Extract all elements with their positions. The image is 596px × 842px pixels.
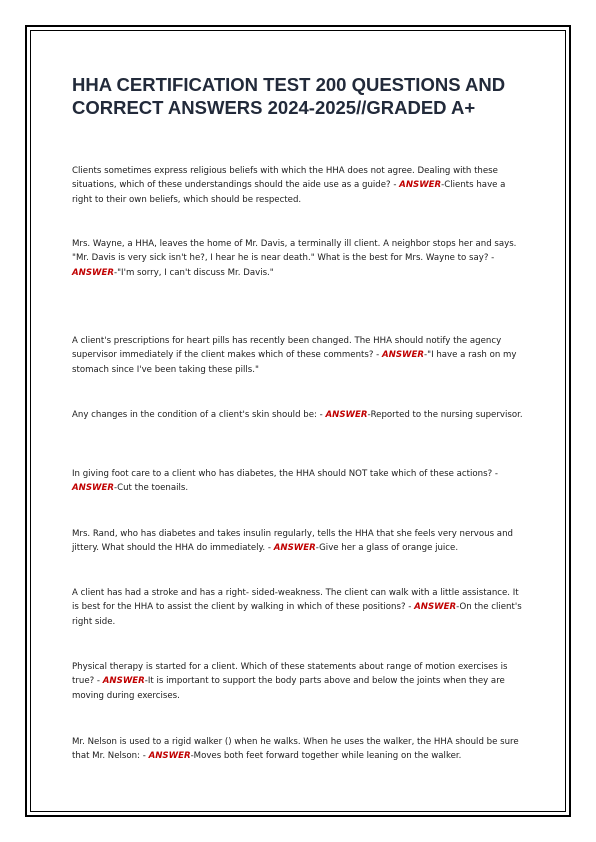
question-text: Mr. Nelson is used to a rigid walker () when he walks. When he uses the walker, the HHA should be sure that Mr. Nelson: bbox=[72, 737, 519, 762]
qa-item bbox=[72, 467, 524, 496]
qa-item bbox=[72, 527, 524, 556]
answer-text: -"I'm sorry, I can't discuss Mr. Davis." bbox=[114, 267, 274, 278]
qa-item bbox=[72, 660, 524, 703]
separator: - bbox=[140, 751, 149, 762]
qa-item bbox=[72, 586, 524, 629]
answer-text: -"I have a rash on my stomach since I've been taking these pills." bbox=[72, 350, 517, 375]
answer-label: ANSWER bbox=[72, 483, 114, 494]
answer-label: ANSWER bbox=[414, 602, 457, 613]
question-text: In giving foot care to a client who has diabetes, the HHA should NOT take which of these actions? bbox=[72, 469, 493, 479]
question-text: Mrs. Rand, who has diabetes and takes insulin regularly, tells the HHA that she feels very nervous and jittery. What should the HHA do immediately. bbox=[72, 529, 513, 554]
qa-item bbox=[72, 334, 524, 377]
answer-text: -Cut the toenails. bbox=[114, 483, 189, 494]
question-text: Mrs. Wayne, a HHA, leaves the home of Mr. Davis, a terminally ill client. A neighbor stops her and says. "Mr. Davis is very sick isn't he?, I hear he is near death." What is the best for Mrs. Wayne to say? bbox=[72, 239, 517, 264]
separator: - bbox=[390, 180, 400, 191]
answer-label: ANSWER bbox=[102, 676, 145, 687]
question-text: Any changes in the condition of a client's skin should be: bbox=[72, 410, 317, 420]
answer-text: -On the client's right side. bbox=[72, 602, 522, 627]
answer-label: ANSWER bbox=[382, 350, 425, 361]
qa-item bbox=[72, 237, 524, 280]
separator: - bbox=[492, 469, 498, 479]
separator: - bbox=[373, 350, 383, 361]
answer-label: ANSWER bbox=[273, 543, 316, 554]
answer-text: -Moves both feet forward together while leaning on the walker. bbox=[190, 751, 462, 762]
question-text: Clients sometimes express religious beliefs with which the HHA does not agree. Dealing with these situations, which of these understandings should the aide use as a guide? bbox=[72, 166, 498, 191]
document-title: HHA CERTIFICATION TEST 200 QUESTIONS AND CORRECT ANSWERS 2024-2025//GRADED A+ bbox=[72, 74, 506, 118]
answer-text: -Reported to the nursing supervisor. bbox=[367, 410, 523, 420]
answer-text: -Give her a glass of orange juice. bbox=[315, 543, 459, 554]
question-text: Physical therapy is started for a client. Which of these statements about range of motion exercises is true? bbox=[72, 662, 508, 687]
separator: - bbox=[405, 602, 415, 613]
answer-text: -It is important to support the body parts above and below the joints when they are moving during exercises. bbox=[72, 676, 505, 701]
separator: - bbox=[265, 543, 274, 554]
answer-label: ANSWER bbox=[148, 751, 191, 762]
question-text: A client's prescriptions for heart pills has recently been changed. The HHA should notify the agency supervisor immediately if the client makes which of these comments? bbox=[72, 336, 502, 361]
separator: - bbox=[316, 410, 326, 420]
question-text: A client has had a stroke and has a right- sided-weakness. The client can walk with a little assistance. It is best for the HHA to assist the client by walking in which of these positions? bbox=[72, 588, 519, 613]
separator: - bbox=[488, 253, 495, 264]
separator: - bbox=[94, 676, 103, 687]
qa-item bbox=[72, 408, 524, 422]
answer-label: ANSWER bbox=[325, 410, 368, 420]
answer-label: ANSWER bbox=[72, 267, 114, 278]
qa-item bbox=[72, 735, 524, 764]
qa-item bbox=[72, 164, 524, 207]
answer-label: ANSWER bbox=[399, 180, 442, 191]
answer-text: -Clients have a right to their own beliefs, which should be respected. bbox=[72, 180, 506, 205]
